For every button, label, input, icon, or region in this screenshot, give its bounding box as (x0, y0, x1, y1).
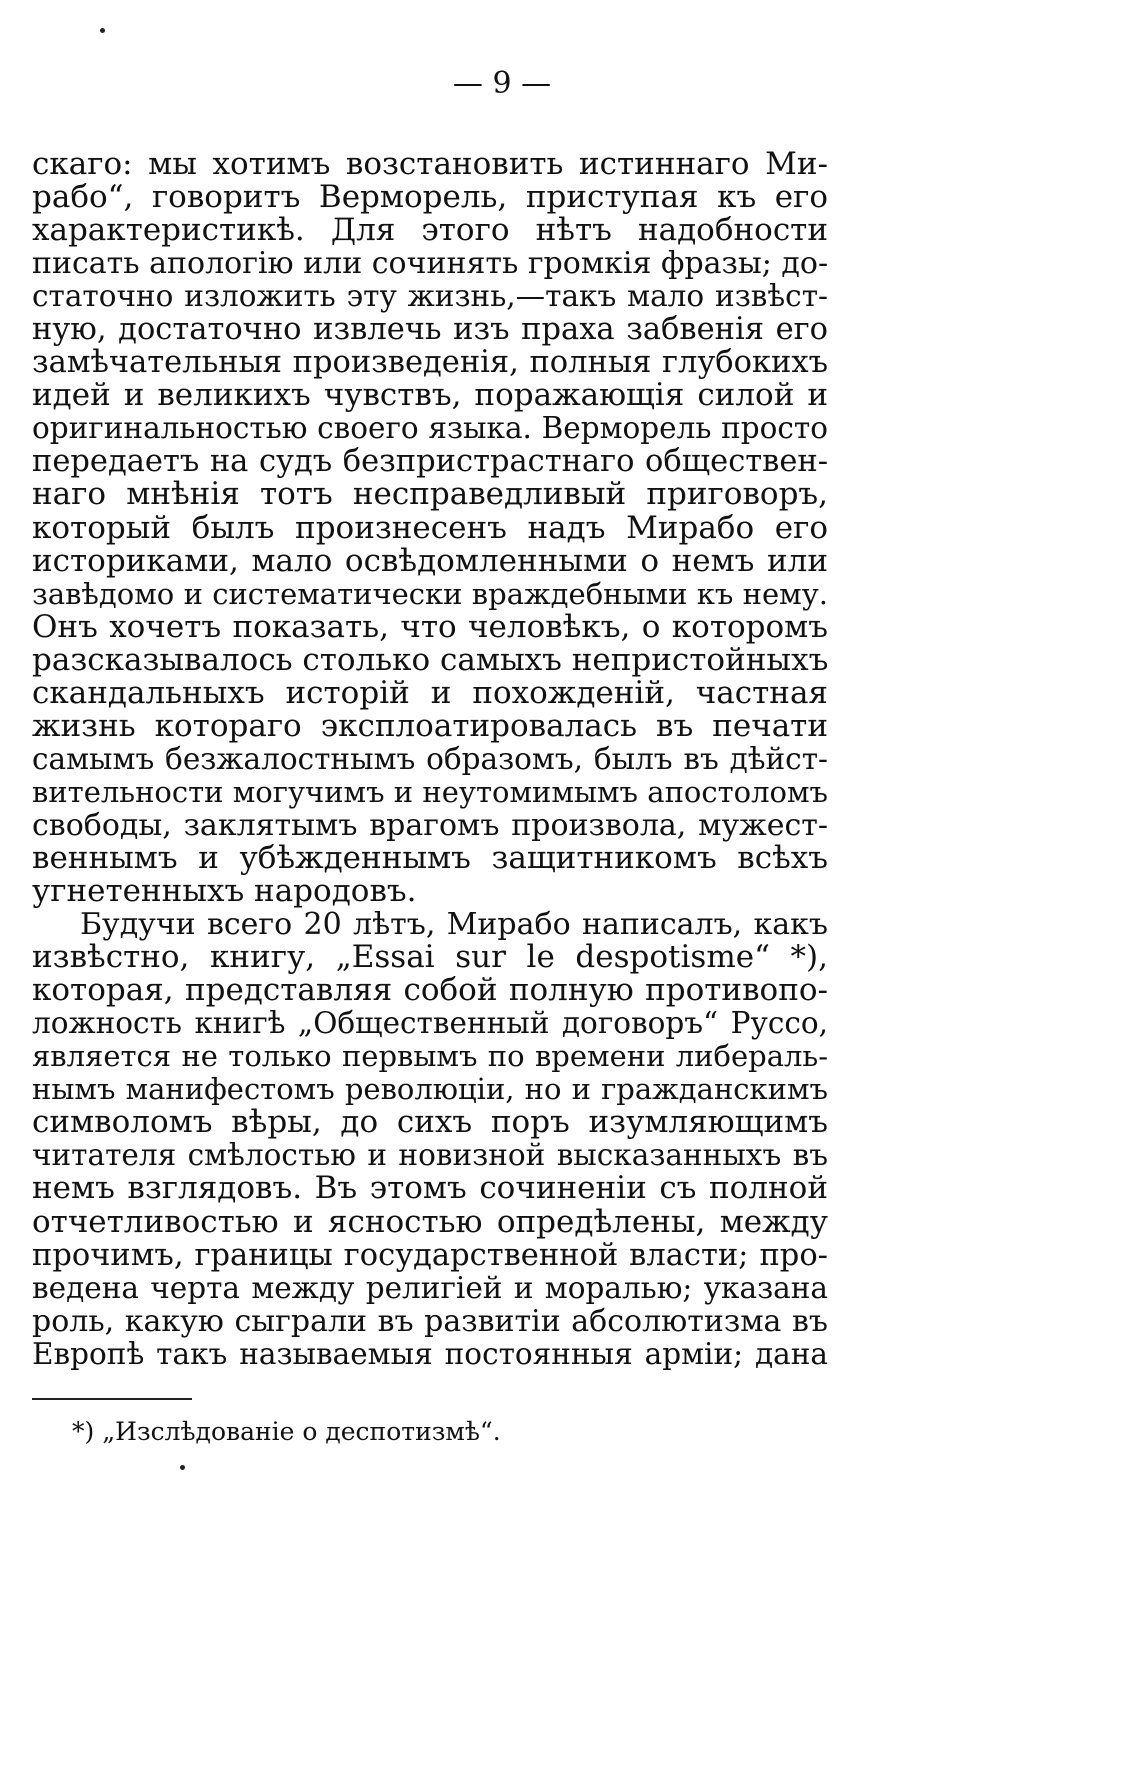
text-line: самымъ безжалостнымъ образомъ, былъ въ дѣйст- (32, 741, 828, 776)
body-text (32, 148, 828, 1371)
text-line: нымъ манифестомъ революціи, но и гражданскимъ (32, 1072, 828, 1107)
text-line: является не только первымъ по времени либераль- (32, 1039, 828, 1074)
text-line: наго мнѣнія тотъ несправедливый приговоръ, (32, 476, 828, 513)
text-line: вительности могучимъ и неутомимымъ апостоломъ (32, 774, 828, 809)
text-line: писать апологію или сочинять громкія фразы; до- (32, 246, 829, 282)
text-line: который былъ произнесенъ надъ Мирабо его (32, 509, 828, 546)
footnote: *) „Изслѣдованіе о деспотизмѣ“. (72, 1417, 501, 1446)
text-line: статочно изложить эту жизнь,—такъ мало извѣст- (32, 279, 828, 314)
text-line: которая, представляя собой полную противопо- (32, 972, 828, 1009)
text-line: ную, достаточно извлечь изъ праха забвенія его (32, 312, 828, 348)
print-speck (100, 28, 105, 33)
text-line: скандальныхъ исторій и похожденій, частная (32, 674, 828, 711)
text-line: веннымъ и убѣжденнымъ защитникомъ всѣхъ (32, 839, 828, 876)
text-line: Европѣ такъ называемыя постоянныя арміи; дана (32, 1336, 828, 1371)
text-line: рабо“, говоритъ Верморель, приступая къ его (32, 179, 828, 216)
footnote-divider (32, 1398, 192, 1400)
text-line: Онъ хочетъ показать, что человѣкъ, о которомъ (32, 608, 828, 645)
text-line: символомъ вѣры, до сихъ поръ изумляющимъ (32, 1104, 828, 1141)
text-line: извѣстно, книгу, „Essai sur le despotisme“ *), (32, 939, 828, 976)
text-line: читателя смѣлостью и новизной высказанныхъ въ (32, 1138, 828, 1173)
paragraph-start-line: Будучи всего 20 лѣтъ, Мирабо написалъ, какъ (80, 907, 828, 943)
text-line: отчетливостью и ясностью опредѣлены, между (32, 1203, 828, 1240)
text-line: прочимъ, границы государственной власти; про- (32, 1237, 828, 1273)
text-line: свободы, заклятымъ врагомъ произвола, мужест- (32, 807, 828, 843)
text-line: передаетъ на судъ безпристрастнаго обществен- (32, 444, 828, 480)
text-line: замѣчательныя произведенія, полныя глубокихъ (32, 345, 828, 381)
text-line: оригинальностью своего языка. Верморель просто (32, 411, 828, 446)
text-line: жизнь котораго эксплоатировалась въ печати (32, 707, 828, 744)
text-line: разсказывалось столько самыхъ непристойныхъ (32, 641, 829, 678)
text-line: ложность книгѣ „Общественный договоръ“ Руссо, (32, 1006, 828, 1041)
print-speck (180, 1465, 185, 1470)
text-line: характеристикѣ. Для этого нѣтъ надобности (32, 212, 828, 249)
text-line: роль, какую сыграли въ развитіи абсолютизма въ (32, 1303, 828, 1339)
text-line: завѣдомо и систематически враждебными къ нему. (32, 576, 828, 611)
text-line: историками, мало освѣдомленными о немъ или (32, 542, 828, 579)
text-line: скаго: мы хотимъ возстановить истиннаго Ми- (32, 146, 828, 182)
text-line: немъ взглядовъ. Въ этомъ сочиненіи съ полной (32, 1170, 828, 1207)
text-line: ведена черта между религіей и моралью; указана (32, 1270, 828, 1305)
text-line: идей и великихъ чувствъ, поражающія силой и (32, 377, 828, 414)
paragraph-end-line: угнетенныхъ народовъ. (32, 873, 417, 910)
page-number: — 9 — (452, 66, 552, 101)
